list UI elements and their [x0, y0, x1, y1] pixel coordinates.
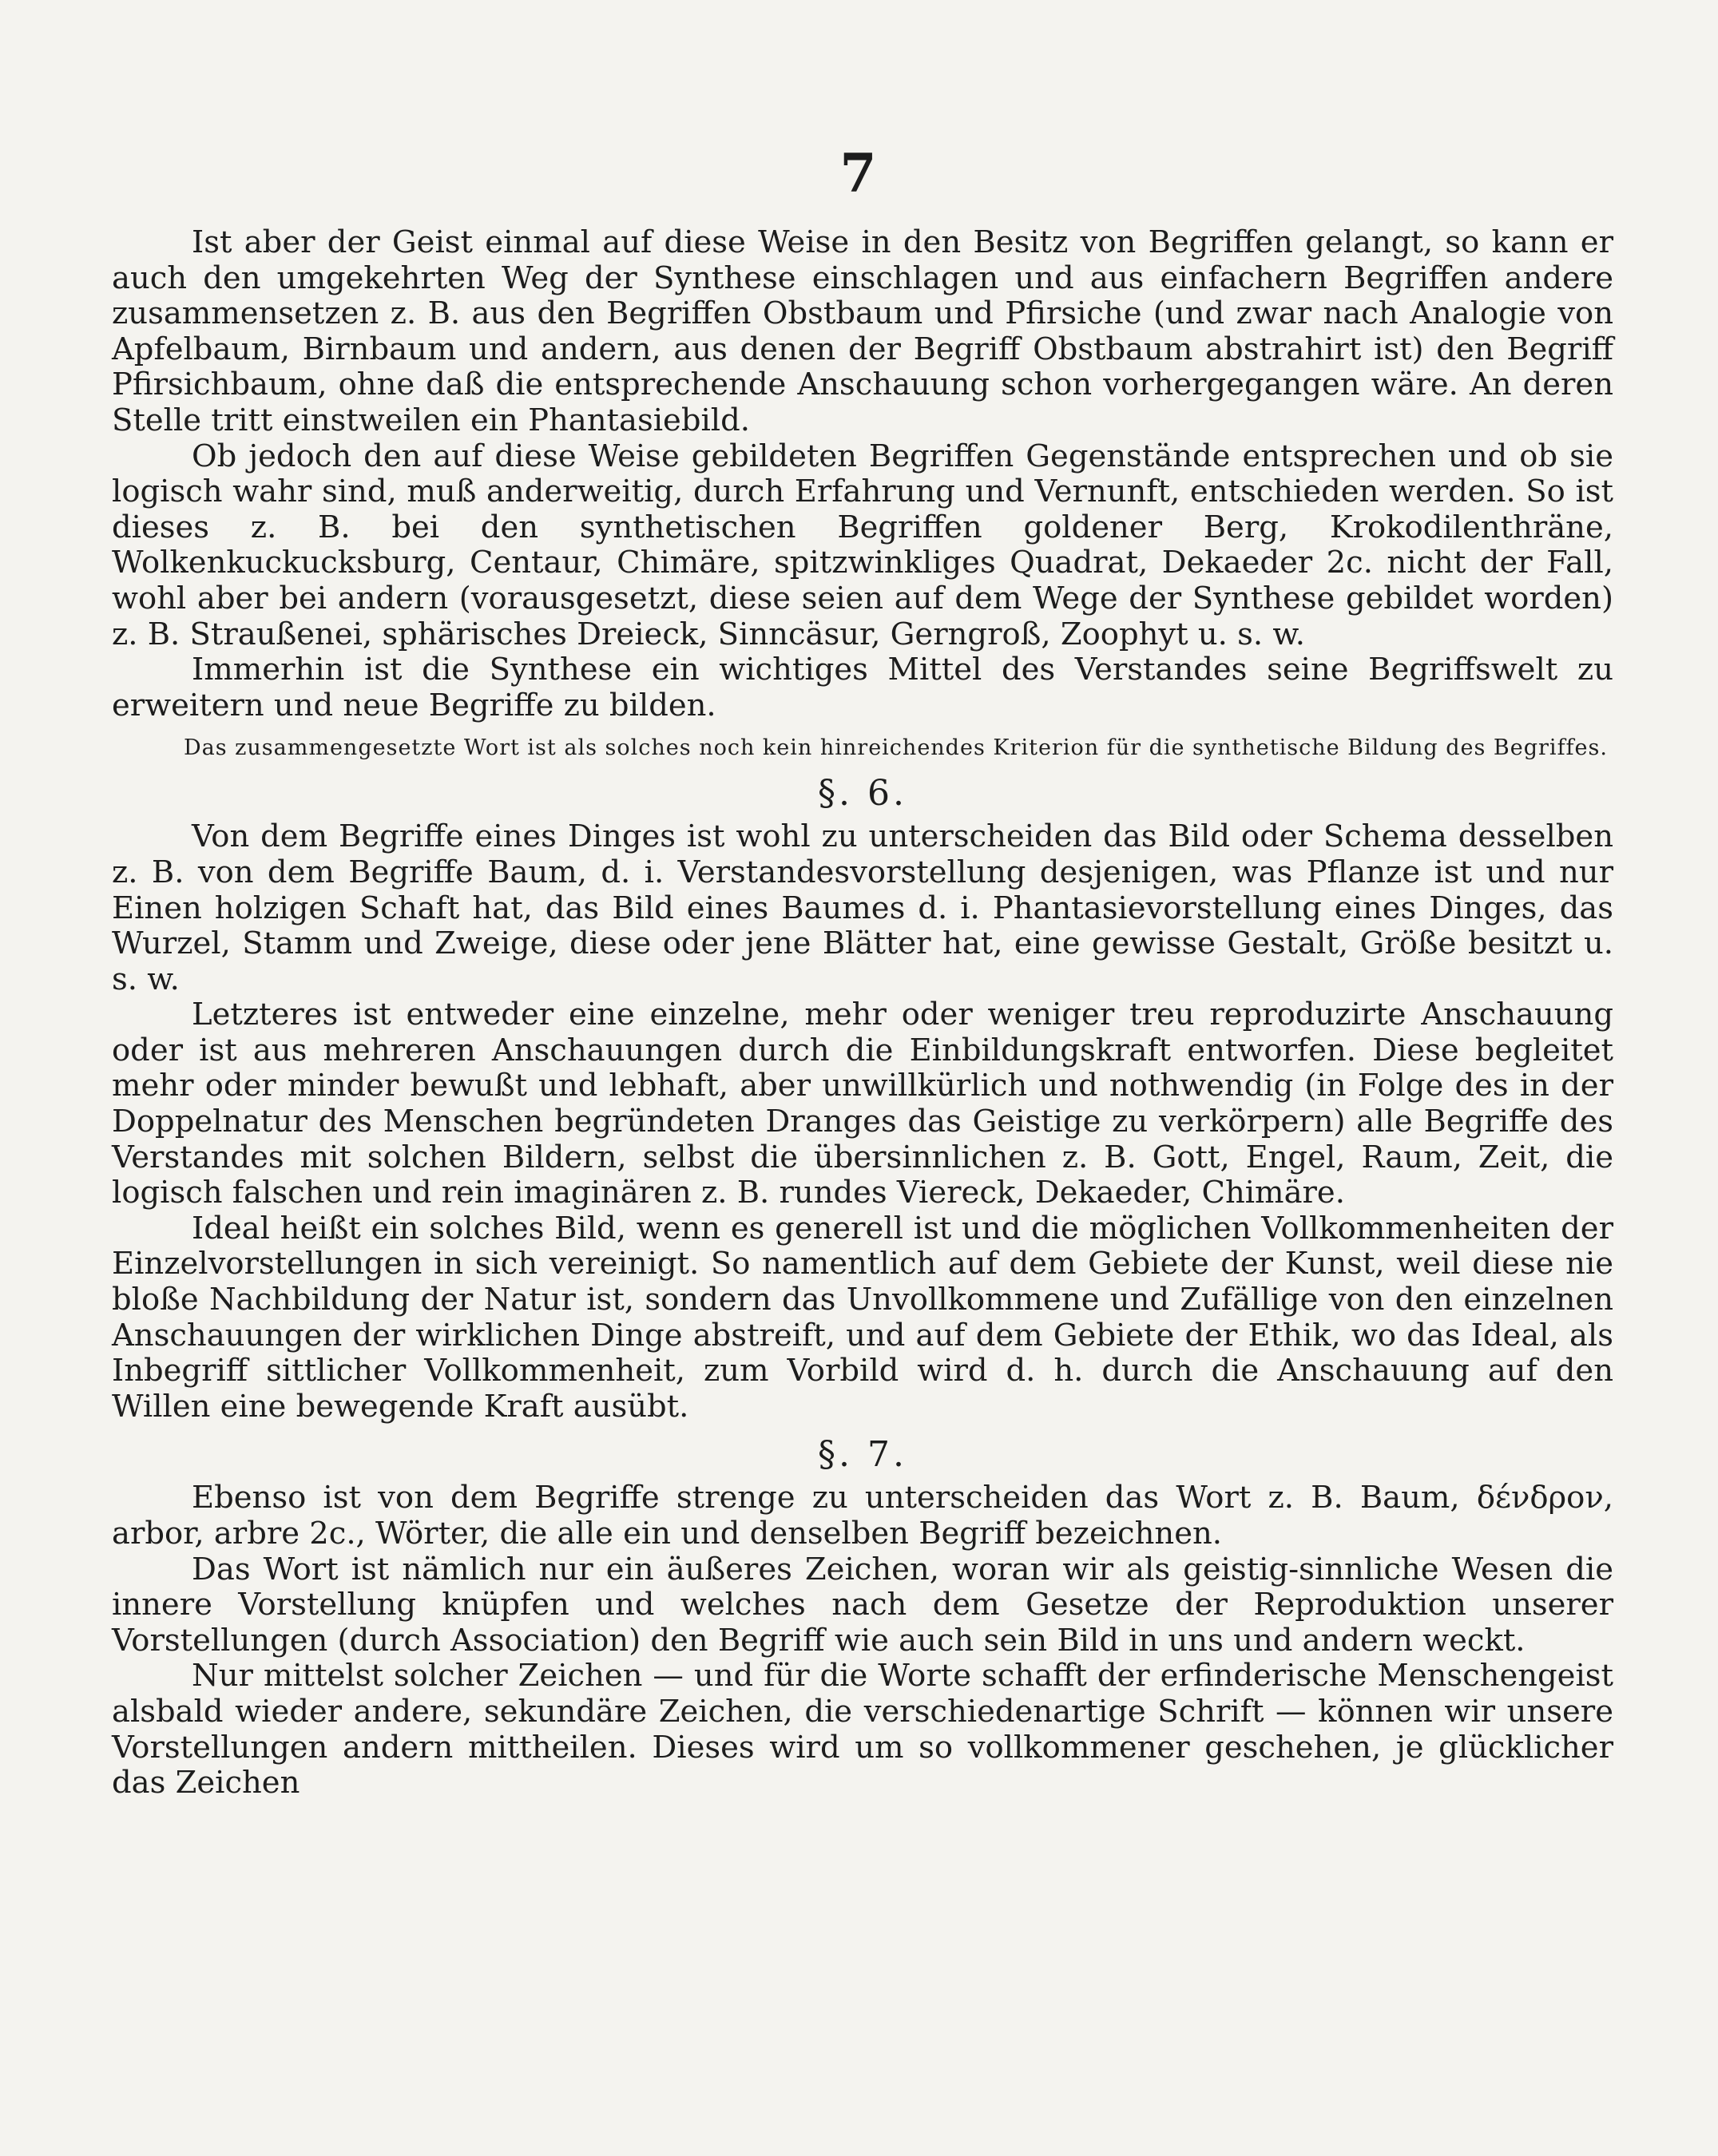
paragraph-synthese-mittel: Immerhin ist die Synthese ein wichtiges Mittel des Verstandes seine Begriffswelt zu erweitern und neue Begriffe zu bilden.: [112, 652, 1613, 723]
page-number: 7: [839, 142, 879, 204]
paragraph-zeichen: Das Wort ist nämlich nur ein äußeres Zeichen, woran wir als geistig-sinnliche Wesen die innere Vorstellung knüpfen und welches nach dem Gesetze der Reproduktion unserer Vorstellungen (durch Association) den Begriff wie auch sein Bild in uns und andern weckt.: [112, 1551, 1613, 1659]
paragraph-begriffe-wahrheit: Ob jedoch den auf diese Weise gebildeten Begriffen Gegenstände entsprechen und ob sie logisch wahr sind, muß anderweitig, durch Erfahrung und Vernunft, entschieden werden. So ist dieses z. B. bei den synthetischen Begriffen goldener Berg, Krokodilenthräne, Wolkenkuckucksburg, Centaur, Chimäre, spitzwinkliges Quadrat, Dekaeder 2c. nicht der Fall, wohl aber bei andern (vorausgesetzt, diese seien auf dem Wege der Synthese gebildet worden) z. B. Straußenei, sphärisches Dreieck, Sinncäsur, Gerngroß, Zoophyt u. s. w.: [112, 438, 1613, 652]
paragraph-bild-schema: Von dem Begriffe eines Dinges ist wohl zu unterscheiden das Bild oder Schema desselben z. B. von dem Begriffe Baum, d. i. Verstandesvorstellung desjenigen, was Pflanze ist und nur Einen holzigen Schaft hat, das Bild eines Baumes d. i. Phantasievorstellung eines Dinges, das Wurzel, Stamm und Zweige, diese oder jene Blätter hat, eine gewisse Gestalt, Größe besitzt u. s. w.: [112, 818, 1613, 997]
footnote-kriterion: Das zusammengesetzte Wort ist als solches noch kein hinreichendes Kriterion für die synthetische Bildung des Begriffes.: [184, 735, 1608, 761]
paragraph-ideal: Ideal heißt ein solches Bild, wenn es generell ist und die möglichen Vollkommenheiten der Einzelvorstellungen in sich vereinigt. So namentlich auf dem Gebiete der Kunst, weil diese nie bloße Nachbildung der Natur ist, sondern das Unvollkommene und Zufällige von den einzelnen Anschauungen der wirklichen Dinge abstreift, und auf dem Gebiete der Ethik, wo das Ideal, als Inbegriff sittlicher Vollkommenheit, zum Vorbild wird d. h. durch die Anschauung auf den Willen eine bewegende Kraft ausübt.: [112, 1210, 1613, 1425]
paragraph-synthese: Ist aber der Geist einmal auf diese Weise in den Besitz von Begriffen gelangt, so kann er auch den umgekehrten Weg der Synthese einschlagen und aus einfachern Begriffen andere zusammensetzen z. B. aus den Begriffen Obstbaum und Pfirsiche (und zwar nach Analogie von Apfelbaum, Birnbaum und andern, aus denen der Begriff Obstbaum abstrahirt ist) den Begriff Pfirsichbaum, ohne daß die entsprechende Anschauung schon vorhergegangen wäre. An deren Stelle tritt einstweilen ein Phantasiebild.: [112, 224, 1613, 438]
paragraph-schrift: Nur mittelst solcher Zeichen — und für die Worte schafft der erfinderische Menschengeist alsbald wieder andere, sekundäre Zeichen, die verschiedenartige Schrift — können wir unsere Vorstellungen andern mittheilen. Dieses wird um so vollkommener geschehen, je glücklicher das Zeichen: [112, 1658, 1613, 1801]
section-heading-6: §. 6.: [818, 773, 907, 814]
paragraph-einbildungskraft: Letzteres ist entweder eine einzelne, mehr oder weniger treu reproduzirte Anschauung oder ist aus mehreren Anschauungen durch die Einbildungskraft entworfen. Diese begleitet mehr oder minder bewußt und lebhaft, aber unwillkürlich und nothwendig (in Folge des in der Doppelnatur des Menschen begründeten Dranges das Geistige zu verkörpern) alle Begriffe des Verstandes mit solchen Bildern, selbst die übersinnlichen z. B. Gott, Engel, Raum, Zeit, die logisch falschen und rein imaginären z. B. rundes Viereck, Dekaeder, Chimäre.: [112, 997, 1613, 1211]
section-heading-7: §. 7.: [818, 1434, 907, 1476]
main-text: [112, 225, 1613, 1801]
paragraph-wort: Ebenso ist von dem Begriffe strenge zu unterscheiden das Wort z. B. Baum, δένδρον, arbor, arbre 2c., Wörter, die alle ein und denselben Begriff bezeichnen.: [112, 1480, 1613, 1552]
